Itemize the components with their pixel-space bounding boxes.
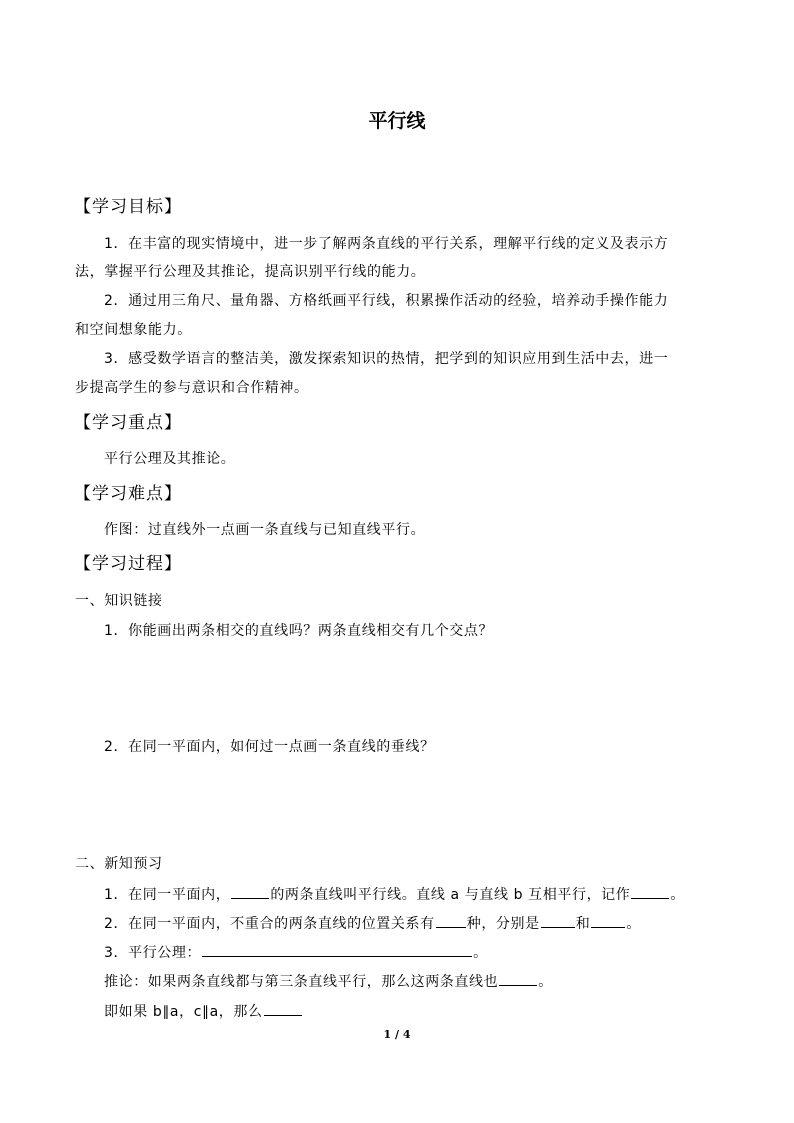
part-2-question-3: [104, 942, 488, 962]
objective-1-line-1: 1．在丰富的现实情境中，进一步了解两条直线的平行关系，理解平行线的定义及表示方: [104, 236, 669, 252]
question-2-middle: 种，分别是: [466, 916, 540, 932]
section-heading-keypoints: 【学习重点】: [74, 413, 182, 433]
section-heading-objectives: 【学习目标】: [74, 197, 182, 217]
objective-3-line-1: 3．感受数学语言的整洁美，激发探索知识的热情，把学到的知识应用到生活中去，进一: [104, 351, 669, 367]
question-2-suffix: 。: [626, 916, 641, 932]
corollary-suffix: 。: [538, 974, 553, 990]
question-1-suffix: 。: [670, 887, 685, 903]
corollary-text: 推论：如果两条直线都与第三条直线平行，那么这两条直线也: [104, 974, 499, 990]
section-heading-difficulties: 【学习难点】: [74, 484, 182, 504]
question-2-and: 和: [575, 916, 591, 932]
part-1-heading: 一、知识链接: [75, 593, 163, 609]
section-heading-process: 【学习过程】: [74, 554, 182, 574]
fill-blank[interactable]: [499, 971, 537, 986]
objective-2-line-1: 2．通过用三角尺、量角器、方格纸画平行线，积累操作活动的经验，培养动手操作能力: [104, 293, 669, 309]
fill-blank[interactable]: [591, 913, 625, 928]
question-1-prefix: 1．在同一平面内，: [104, 887, 231, 903]
question-3-suffix: 。: [473, 945, 488, 961]
objective-1-line-2: 法，掌握平行公理及其推论，提高识别平行线的能力。: [75, 264, 426, 280]
fill-blank[interactable]: [264, 1001, 302, 1016]
fill-blank[interactable]: [631, 884, 669, 899]
part-2-question-2: [104, 913, 641, 933]
page-title: 平行线: [368, 110, 426, 132]
fill-blank[interactable]: [541, 913, 575, 928]
difficulty-text: 作图：过直线外一点画一条直线与已知直线平行。: [104, 522, 426, 538]
objective-2-line-2: 和空间想象能力。: [75, 322, 192, 338]
keypoint-text: 平行公理及其推论。: [104, 451, 236, 467]
part-2-question-1: [104, 884, 685, 904]
part-1-question-2: 2．在同一平面内，如何过一点画一条直线的垂线？: [104, 739, 435, 755]
example-text: 即如果 b∥a，c∥a，那么: [104, 1004, 263, 1020]
question-1-middle: 的两条直线叫平行线。直线 a 与直线 b 互相平行，记作: [270, 887, 631, 903]
objective-3-line-2: 步提高学生的参与意识和合作精神。: [75, 380, 309, 396]
question-2-prefix: 2．在同一平面内，不重合的两条直线的位置关系有: [104, 916, 435, 932]
fill-blank[interactable]: [231, 884, 269, 899]
fill-blank[interactable]: [202, 942, 472, 957]
part-1-question-1: 1．你能画出两条相交的直线吗？两条直线相交有几个交点？: [104, 623, 494, 639]
fill-blank[interactable]: [436, 913, 466, 928]
part-2-corollary: [104, 971, 553, 991]
page-number: 1 / 4: [383, 1028, 411, 1041]
question-3-prefix: 3．平行公理：: [104, 945, 202, 961]
part-2-heading: 二、新知预习: [75, 856, 163, 872]
part-2-example: [104, 1001, 303, 1021]
